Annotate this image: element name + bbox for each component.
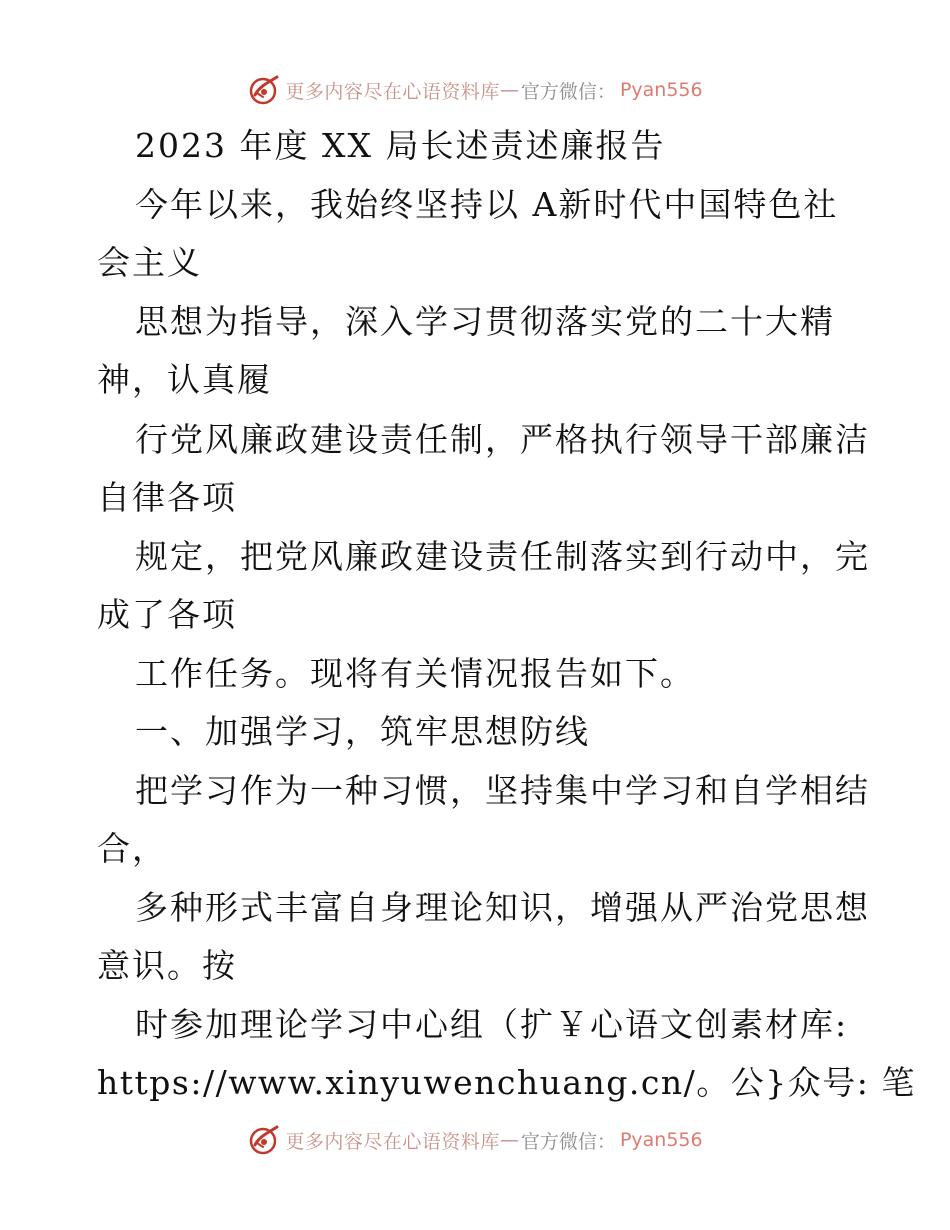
watermark-text: 更多内容尽在心语资料库 xyxy=(285,1130,500,1153)
watermark-header xyxy=(0,70,950,110)
brush-logo-icon xyxy=(247,1123,281,1157)
paragraph-line: 思想为指导，深入学习贯彻落实党的二十大精 xyxy=(135,302,835,341)
watermark-dash: — xyxy=(499,79,519,101)
paragraph-line: 时参加理论学习中心组（扩￥心语文创素材库: xyxy=(135,1005,849,1044)
paragraph-line: 把学习作为一种习惯，坚持集中学习和自学相结 xyxy=(135,771,870,810)
paragraph-line: 行党风廉政建设责任制，严格执行领导干部廉洁 xyxy=(135,420,870,459)
document-title: 2023 年度 XX 局长述责述廉报告 xyxy=(135,126,666,165)
paragraph-line: 自律各项 xyxy=(97,478,237,517)
watermark-footer xyxy=(0,1120,950,1160)
paragraph-line: 合， xyxy=(97,829,167,868)
watermark-label: 官方微信： xyxy=(520,80,616,103)
paragraph-line: 今年以来，我始终坚持以 A新时代中国特色社 xyxy=(135,185,839,224)
watermark-label: 官方微信： xyxy=(520,1130,616,1153)
paragraph-line-url: https://www.xinyuwenchuang.cn/。公}众号: 笔 xyxy=(97,1063,916,1102)
paragraph-line: 意识。按 xyxy=(97,946,237,985)
paragraph-line: 成了各项 xyxy=(97,595,237,634)
paragraph-line: 多种形式丰富自身理论知识，增强从严治党思想 xyxy=(135,888,870,927)
watermark-code: Pyan556 xyxy=(619,79,703,101)
paragraph-line: 会主义 xyxy=(97,243,202,282)
watermark-dash: — xyxy=(499,1129,519,1151)
paragraph-line: 工作任务。现将有关情况报告如下。 xyxy=(135,654,695,693)
paragraph-line: 神，认真履 xyxy=(97,360,272,399)
watermark-code: Pyan556 xyxy=(619,1129,703,1151)
brush-logo-icon xyxy=(247,73,281,107)
watermark-text: 更多内容尽在心语资料库 xyxy=(285,80,500,103)
section-heading: 一、加强学习，筑牢思想防线 xyxy=(135,712,590,751)
paragraph-line: 规定，把党风廉政建设责任制落实到行动中，完 xyxy=(135,537,870,576)
